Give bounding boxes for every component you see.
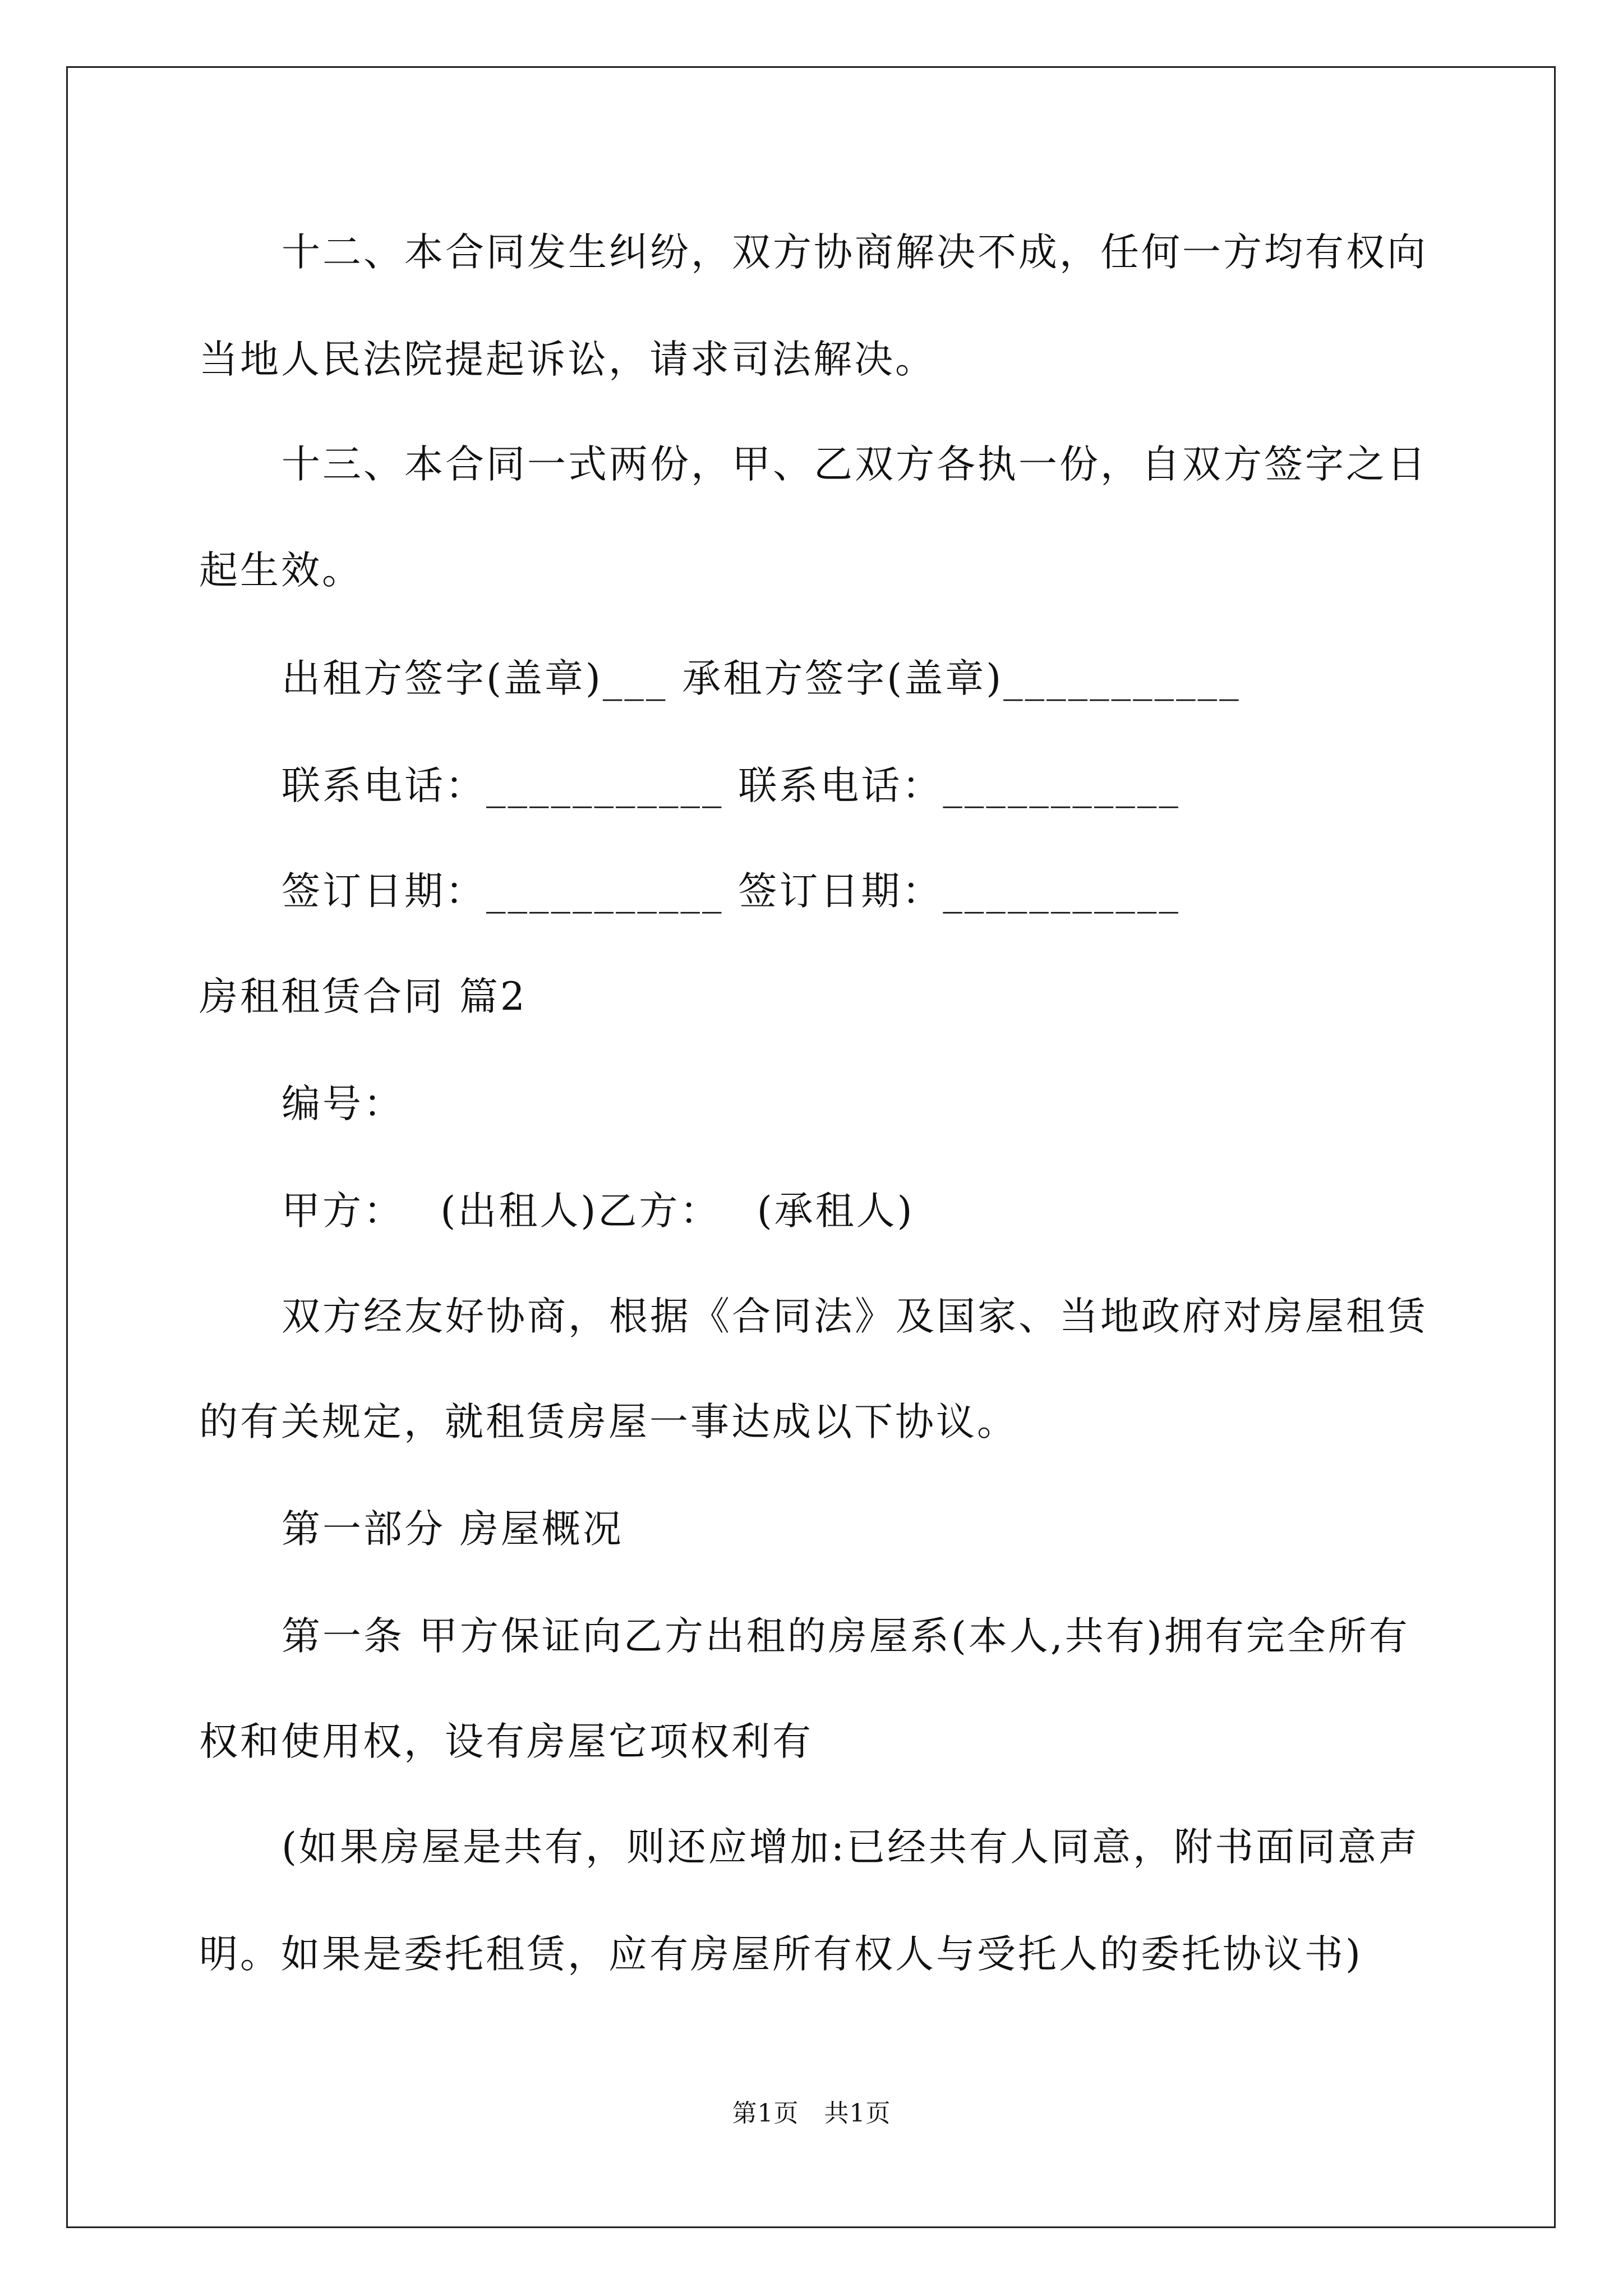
page-footer: 第1页 共1页: [732, 2099, 891, 2128]
part-heading: 第一部分 房屋概况: [282, 1507, 624, 1552]
signing-date-line: 签订日期：___________ 签订日期：___________: [282, 869, 1181, 914]
contract-number-line: 编号：: [282, 1082, 404, 1126]
paragraph-line: 第一条 甲方保证向乙方出租的房屋系(本人,共有)拥有完全所有: [282, 1614, 1410, 1659]
parties-line: 甲方： (出租人)乙方： (承租人): [282, 1189, 915, 1234]
signature-line: 出租方签字(盖章)___ 承租方签字(盖章)___________: [282, 656, 1241, 701]
paragraph-line: 起生效。: [199, 548, 363, 593]
page-frame: [66, 66, 1556, 2228]
paragraph-line: 十三、本合同一式两份，甲、乙双方各执一份，自双方签字之日: [282, 442, 1428, 487]
paragraph-line: 权和使用权，设有房屋它项权利有: [199, 1719, 813, 1764]
paragraph-line: 明。如果是委托租赁，应有房屋所有权人与受托人的委托协议书): [199, 1932, 1363, 1977]
section-title: 房租租赁合同 篇2: [199, 974, 527, 1019]
paragraph-line: 当地人民法院提起诉讼，请求司法解决。: [199, 337, 936, 382]
paragraph-line: (如果房屋是共有，则还应增加:已经共有人同意，附书面同意声: [282, 1825, 1420, 1870]
paragraph-line: 双方经友好协商，根据《合同法》及国家、当地政府对房屋租赁: [282, 1294, 1428, 1339]
paragraph-line: 十二、本合同发生纠纷，双方协商解决不成，任何一方均有权向: [282, 230, 1428, 275]
contact-phone-line: 联系电话：___________ 联系电话：___________: [282, 763, 1181, 808]
paragraph-line: 的有关规定，就租赁房屋一事达成以下协议。: [199, 1400, 1018, 1444]
